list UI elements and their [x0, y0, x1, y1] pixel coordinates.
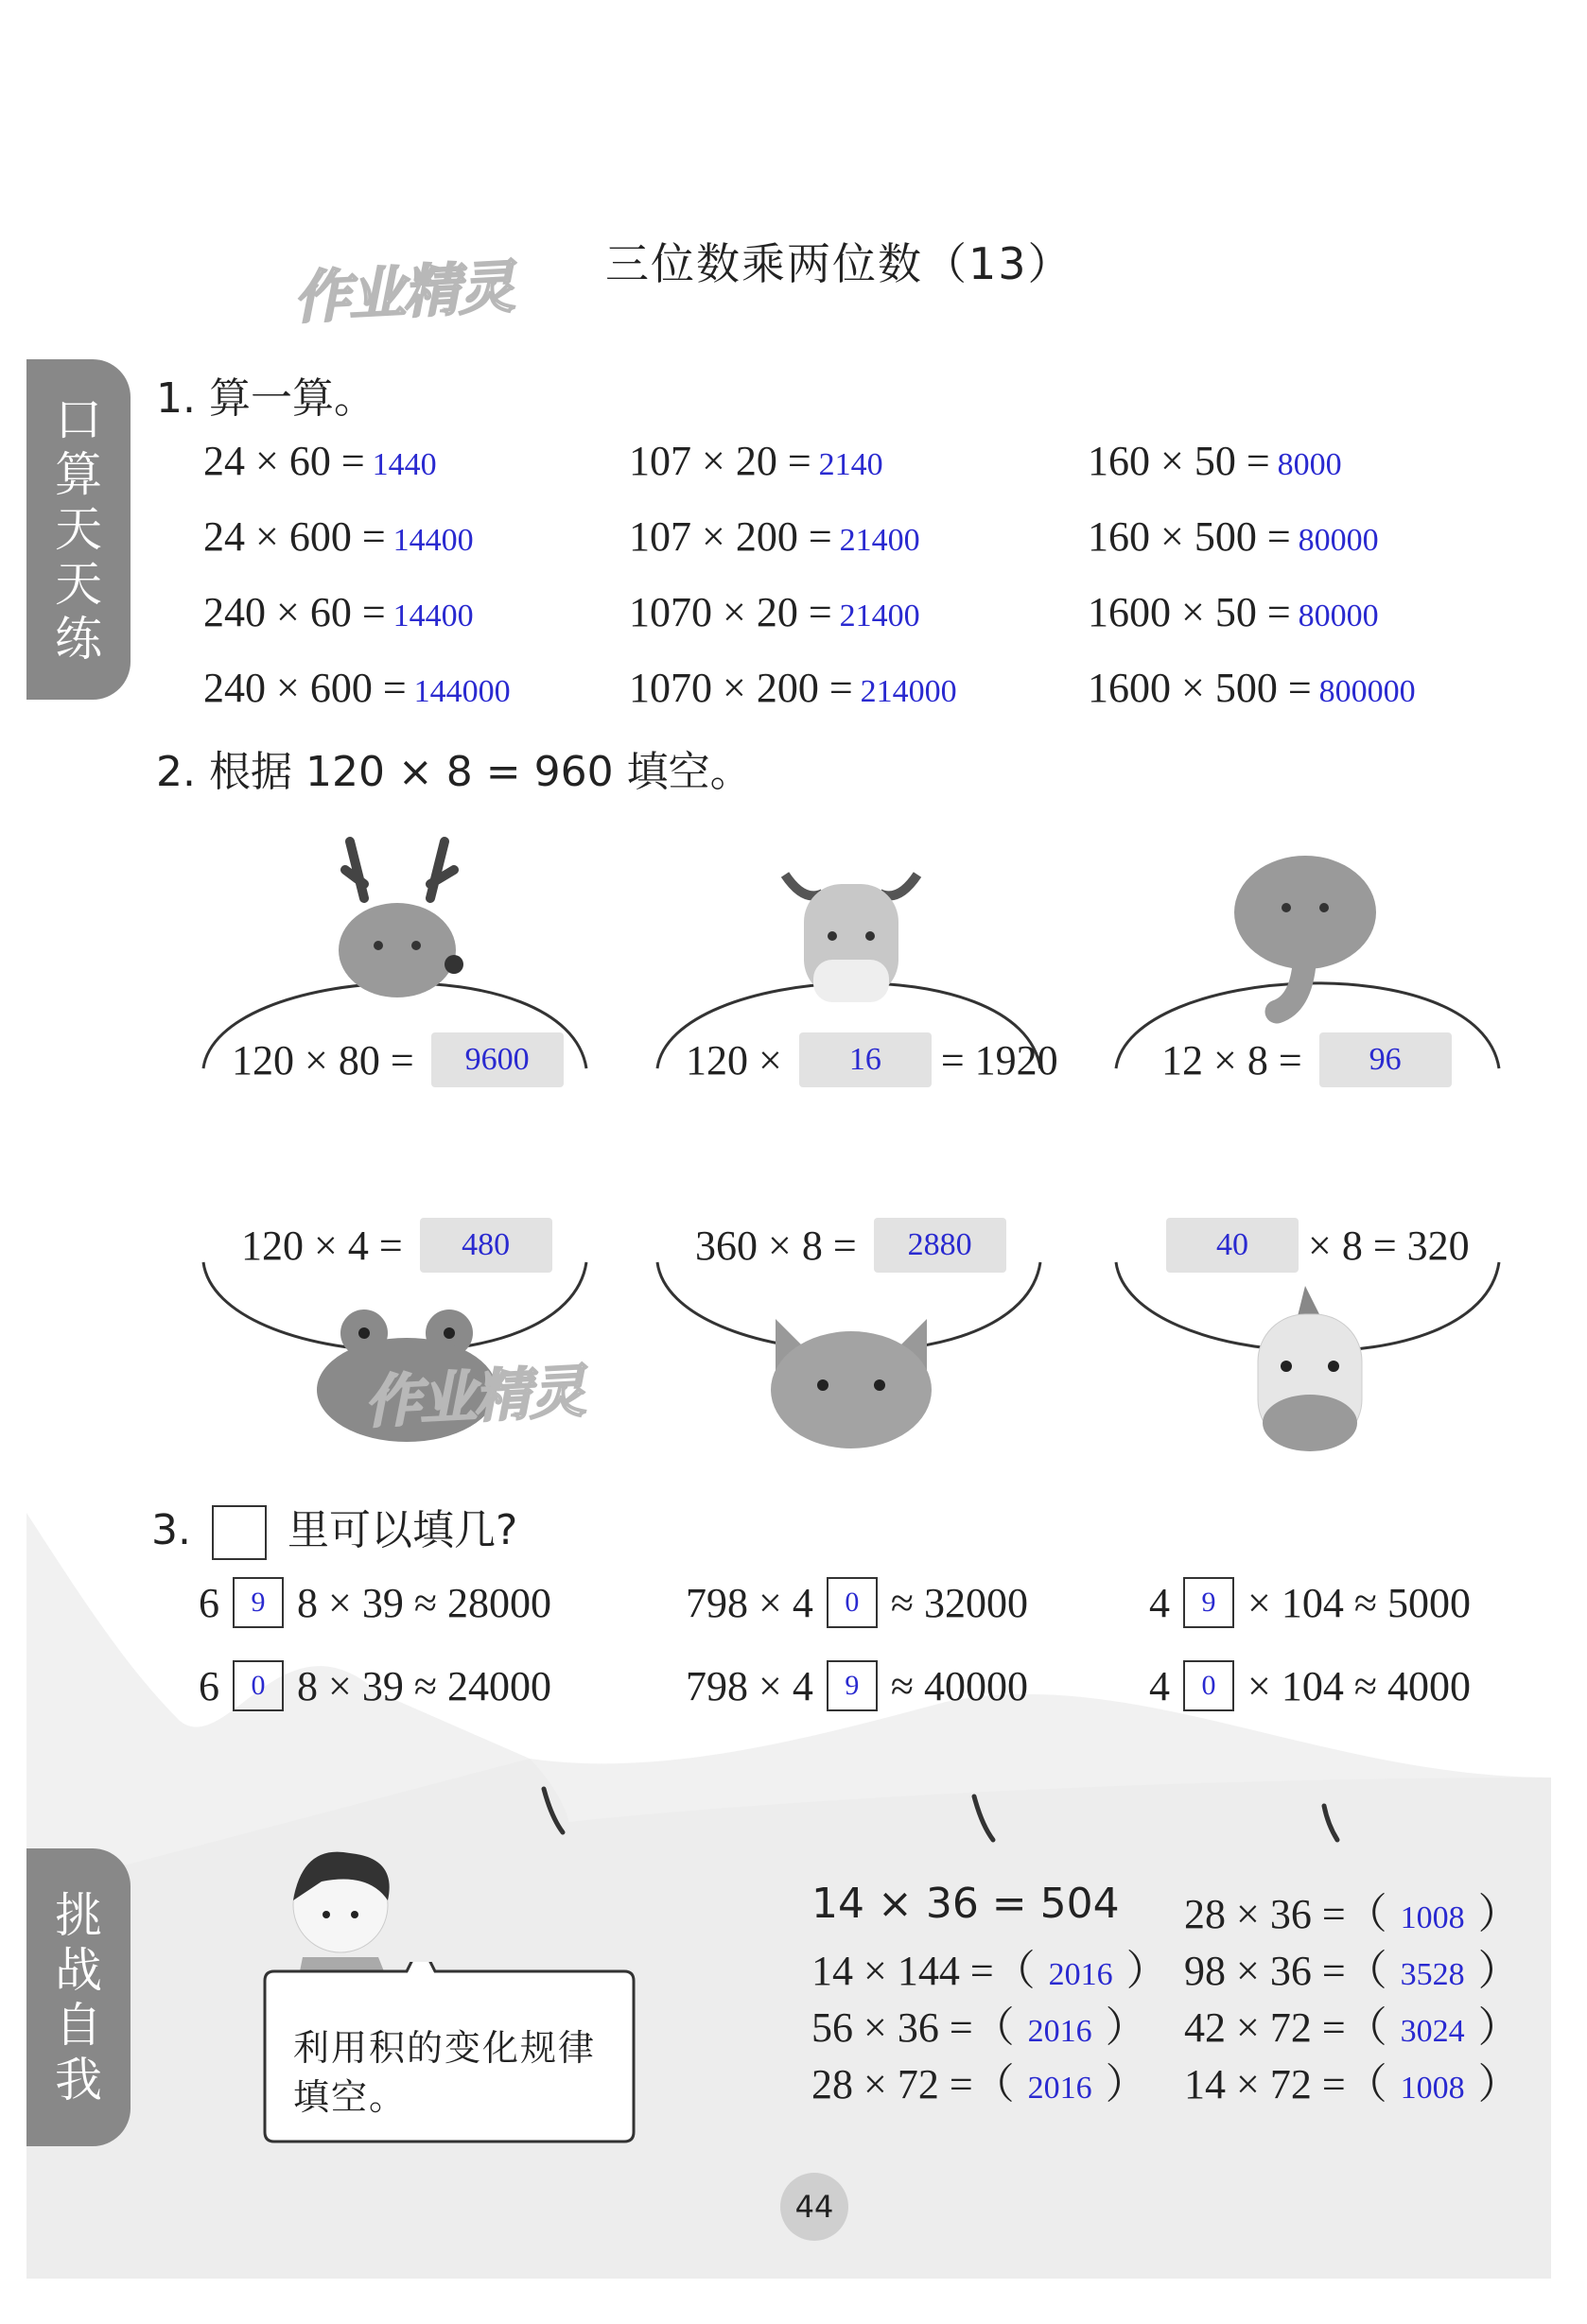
q3-pre: 4 — [1149, 1579, 1170, 1626]
q3-post: × 104 ≈ 4000 — [1247, 1662, 1471, 1709]
q3-equation — [686, 1660, 1028, 1711]
q3-answer-box: 0 — [233, 1660, 284, 1711]
deer-icon — [312, 832, 482, 1002]
tab-challenge-label — [55, 1888, 102, 2107]
q1-equation — [629, 588, 920, 636]
q1-equation — [629, 512, 920, 561]
q3-equation — [1149, 1660, 1471, 1711]
challenge-pre: 56 × 36 =（ — [811, 2004, 1015, 2051]
q1-label: 1. 算一算。 — [156, 374, 375, 423]
q3-post: 8 × 39 ≈ 24000 — [297, 1662, 551, 1709]
q1-equation — [203, 588, 474, 636]
q1-expr: 24 × 600 = — [203, 513, 386, 560]
q1-expr: 1070 × 20 = — [629, 589, 832, 635]
q3-post: ≈ 32000 — [890, 1579, 1028, 1626]
q2-answer-box: 96 — [1319, 1032, 1452, 1087]
q2-post: = 1920 — [940, 1036, 1058, 1084]
challenge-answer: 1008 — [1400, 1900, 1465, 1935]
tab-char: 自 — [55, 1997, 102, 2053]
q2-answer-box: 9600 — [431, 1032, 564, 1087]
challenge-answer: 1008 — [1400, 2071, 1465, 2106]
tab-char: 天 — [55, 502, 102, 557]
page-title: 三位数乘两位数（13） — [605, 238, 1073, 289]
q2-pre: 120 × 4 = — [241, 1222, 403, 1269]
challenge-post: ） — [1105, 2061, 1147, 2107]
q1-answer: 14400 — [392, 523, 474, 558]
q3-answer-box: 9 — [233, 1577, 284, 1628]
q2-label: 2. 根据 120 × 8 = 960 填空。 — [156, 748, 752, 796]
q1-equation — [203, 437, 437, 485]
q1-equation — [629, 437, 883, 485]
q3-number: 3. — [151, 1506, 191, 1554]
q2-answer-box: 16 — [799, 1032, 932, 1087]
bubble-text: 利用积的变化规律填空。 — [293, 2027, 597, 2118]
q3-answer-box: 9 — [1183, 1577, 1234, 1628]
q3-equation — [199, 1577, 551, 1628]
q1-answer: 14400 — [392, 598, 474, 633]
q1-expr: 240 × 600 = — [203, 665, 407, 711]
q2-equation — [1161, 1032, 1452, 1087]
challenge-post: ） — [1125, 1948, 1168, 1994]
challenge-post: ） — [1105, 2004, 1147, 2051]
challenge-equation — [1184, 1993, 1520, 2054]
q1-expr: 107 × 20 = — [629, 438, 811, 484]
tab-char: 挑 — [55, 1887, 102, 1943]
q1-expr: 1070 × 200 = — [629, 665, 853, 711]
challenge-answer: 3024 — [1400, 2014, 1465, 2049]
q3-pre: 798 × 4 — [686, 1579, 813, 1626]
q1-answer: 800000 — [1318, 674, 1416, 709]
q3-pre: 6 — [199, 1579, 219, 1626]
q2-equation — [686, 1032, 1058, 1087]
page-number: 44 — [780, 2173, 848, 2241]
challenge-post: ） — [1477, 1891, 1520, 1937]
q1-equation — [1088, 437, 1342, 485]
q3-pre: 4 — [1149, 1662, 1170, 1709]
q3-post: × 104 ≈ 5000 — [1247, 1579, 1471, 1626]
q3-post: 8 × 39 ≈ 28000 — [297, 1579, 551, 1626]
tab-char: 天 — [55, 557, 102, 612]
q1-expr: 240 × 60 = — [203, 589, 386, 635]
cat-icon — [757, 1309, 946, 1451]
watermark-middle: 作业精灵 — [362, 1358, 585, 1437]
q2-equation — [232, 1032, 564, 1087]
challenge-post: ） — [1477, 2061, 1520, 2107]
q2-answer-box: 480 — [420, 1218, 552, 1273]
challenge-answer: 3528 — [1400, 1957, 1465, 1992]
challenge-equation — [811, 2050, 1147, 2110]
q1-expr: 160 × 500 = — [1088, 513, 1291, 560]
challenge-answer: 2016 — [1027, 2014, 1092, 2049]
challenge-post: ） — [1477, 2004, 1520, 2051]
challenge-answer: 2016 — [1048, 1957, 1113, 1992]
elephant-icon — [1211, 841, 1400, 1031]
q3-equation — [199, 1660, 551, 1711]
q1-answer: 2140 — [818, 447, 883, 482]
q3-answer-box: 9 — [827, 1660, 878, 1711]
q2-equation — [241, 1218, 552, 1273]
challenge-pre: 98 × 36 =（ — [1184, 1948, 1387, 1994]
q3-equation — [686, 1577, 1028, 1628]
q2-answer-box: 2880 — [874, 1218, 1006, 1273]
challenge-answer: 2016 — [1027, 2071, 1092, 2106]
q2-pre: 120 × — [686, 1036, 782, 1084]
q2-equation — [1159, 1218, 1470, 1273]
q3-text: 里可以填几? — [287, 1506, 518, 1554]
challenge-pre: 14 × 72 =（ — [1184, 2061, 1387, 2107]
horse-icon — [1239, 1286, 1381, 1466]
q2-pre: 360 × 8 = — [695, 1222, 857, 1269]
q2-pre: 120 × 80 = — [232, 1036, 414, 1084]
challenge-post: ） — [1477, 1948, 1520, 1994]
q1-answer: 144000 — [413, 674, 511, 709]
tab-char: 算 — [55, 447, 102, 502]
challenge-equation — [1184, 1936, 1520, 1997]
q3-label — [151, 1496, 517, 1560]
q1-expr: 1600 × 500 = — [1088, 665, 1312, 711]
q2-post: × 8 = 320 — [1308, 1222, 1470, 1269]
q1-expr: 160 × 50 = — [1088, 438, 1270, 484]
challenge-equation — [811, 1936, 1168, 1997]
q3-answer-box: 0 — [1183, 1660, 1234, 1711]
q3-answer-box: 0 — [827, 1577, 878, 1628]
q1-equation — [1088, 664, 1416, 712]
q2-answer-box: 40 — [1166, 1218, 1299, 1273]
q1-equation — [1088, 512, 1379, 561]
challenge-equation — [1184, 2050, 1520, 2110]
q1-expr: 24 × 60 = — [203, 438, 365, 484]
q3-equation — [1149, 1577, 1471, 1628]
q1-answer: 8000 — [1277, 447, 1342, 482]
q2-pre: 12 × 8 = — [1161, 1036, 1302, 1084]
challenge-equation — [1184, 1880, 1520, 1940]
q1-equation — [203, 664, 511, 712]
challenge-equation — [811, 1993, 1147, 2054]
q3-pre: 6 — [199, 1662, 219, 1709]
watermark-top: 作业精灵 — [291, 253, 514, 333]
tab-char: 战 — [55, 1942, 102, 1998]
q1-answer: 21400 — [839, 598, 920, 633]
q1-answer: 21400 — [839, 523, 920, 558]
q1-answer: 80000 — [1298, 598, 1379, 633]
q2-equation — [695, 1218, 1006, 1273]
challenge-pre: 28 × 72 =（ — [811, 2061, 1015, 2107]
q1-expr: 1600 × 50 = — [1088, 589, 1291, 635]
q1-answer: 80000 — [1298, 523, 1379, 558]
cow-icon — [766, 856, 936, 1016]
q1-answer: 1440 — [372, 447, 437, 482]
q1-equation — [629, 664, 957, 712]
q1-answer: 214000 — [860, 674, 957, 709]
q1-equation — [1088, 588, 1379, 636]
tab-char: 我 — [55, 2052, 102, 2107]
challenge-pre: 14 × 144 =（ — [811, 1948, 1036, 1994]
challenge-given: 14 × 36 = 504 — [811, 1880, 1120, 1928]
tab-char: 口 — [55, 392, 102, 447]
tab-char: 练 — [55, 612, 102, 667]
tab-challenge — [26, 1848, 131, 2146]
q3-post: ≈ 40000 — [890, 1662, 1028, 1709]
q1-equation — [203, 512, 474, 561]
q3-empty-box — [212, 1505, 267, 1560]
q3-pre: 798 × 4 — [686, 1662, 813, 1709]
challenge-pre: 28 × 36 =（ — [1184, 1891, 1387, 1937]
challenge-pre: 42 × 72 =（ — [1184, 2004, 1387, 2051]
q1-expr: 107 × 200 = — [629, 513, 832, 560]
